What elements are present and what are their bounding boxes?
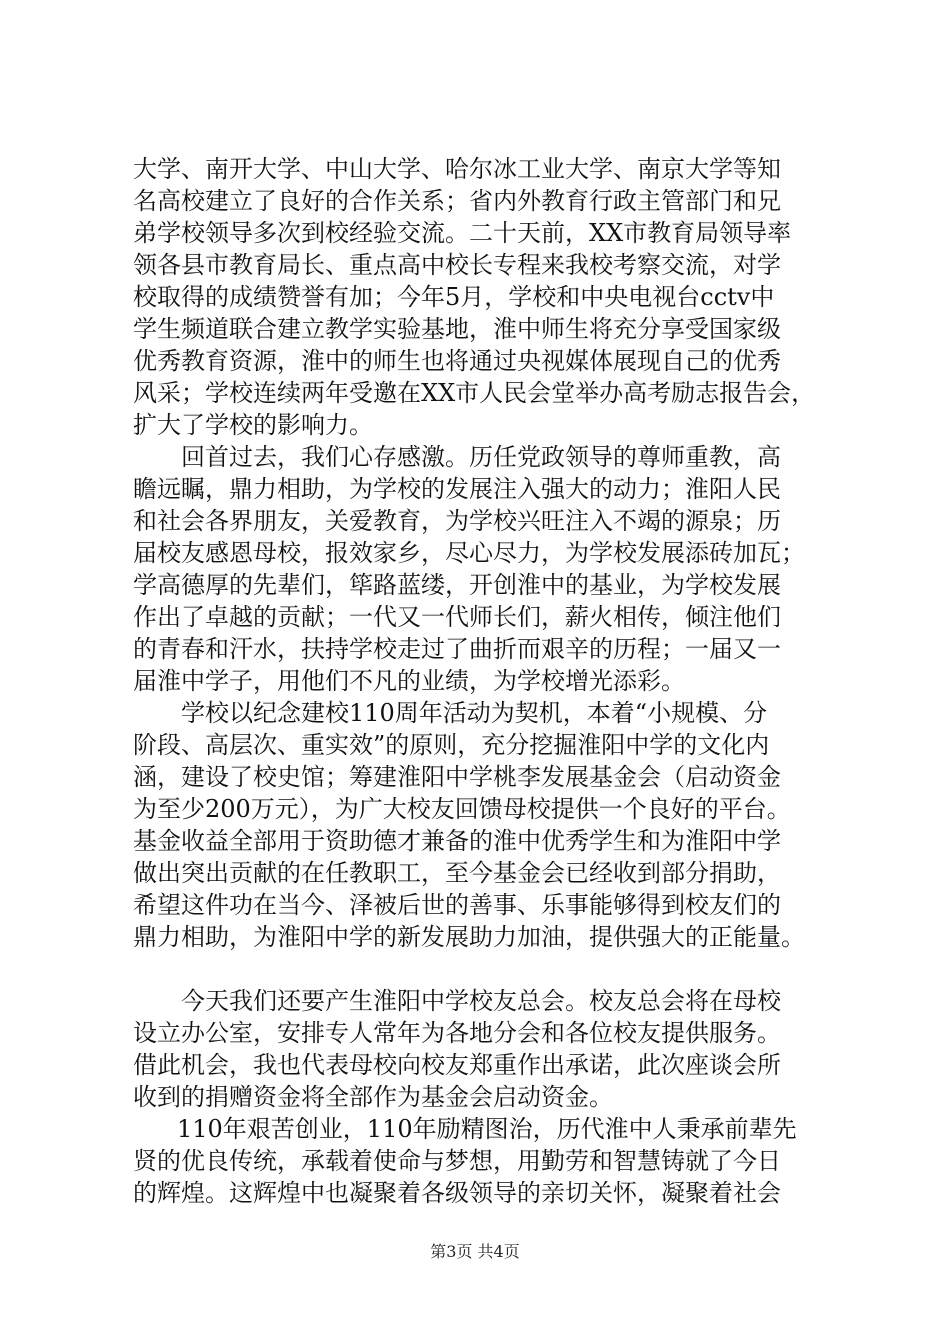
text-line: 的青春和汗水，扶持学校走过了曲折而艰辛的历程；一届又一 — [133, 635, 781, 663]
text-line: 学生频道联合建立教学实验基地，淮中师生将充分享受国家级 — [133, 315, 781, 343]
text-line: 瞻远瞩，鼎力相助，为学校的发展注入强大的动力；淮阳人民 — [133, 475, 781, 503]
text-line: 鼎力相助，为淮阳中学的新发展助力加油，提供强大的正能量。 — [133, 923, 805, 951]
text-line: 校取得的成绩赞誉有加；今年5月，学校和中央电视台cctv中 — [133, 283, 775, 311]
text-line: 的辉煌。这辉煌中也凝聚着各级领导的亲切关怀，凝聚着社会 — [133, 1179, 781, 1207]
text-line: 领各县市教育局长、重点高中校长专程来我校考察交流，对学 — [133, 251, 781, 279]
text-line: 作出了卓越的贡献；一代又一代师长们，薪火相传，倾注他们 — [133, 603, 781, 631]
paragraph-first-line: 回首过去，我们心存感激。历任党政领导的尊师重教，高 — [181, 443, 781, 471]
text-line: 大学、南开大学、中山大学、哈尔冰工业大学、南京大学等知 — [133, 155, 781, 183]
paragraph-first-line: 今天我们还要产生淮阳中学校友总会。校友总会将在母校 — [181, 987, 781, 1015]
paragraph-first-line: 110年艰苦创业，110年励精图治，历代淮中人秉承前辈先 — [177, 1115, 797, 1143]
text-line: 涵，建设了校史馆；筹建淮阳中学桃李发展基金会（启动资金 — [133, 763, 781, 791]
text-line: 基金收益全部用于资助德才兼备的淮中优秀学生和为淮阳中学 — [133, 827, 781, 855]
text-line: 届校友感恩母校，报效家乡，尽心尽力，为学校发展添砖加瓦； — [133, 539, 805, 567]
text-line: 学高德厚的先辈们，筚路蓝缕，开创淮中的基业，为学校发展 — [133, 571, 781, 599]
text-line: 届淮中学子，用他们不凡的业绩，为学校增光添彩。 — [133, 667, 685, 695]
text-line: 阶段、高层次、重实效”的原则，充分挖掘淮阳中学的文化内 — [133, 731, 770, 759]
text-line: 优秀教育资源，淮中的师生也将通过央视媒体展现自己的优秀 — [133, 347, 781, 375]
paragraph-first-line: 学校以纪念建校110周年活动为契机，本着“小规模、分 — [181, 699, 768, 727]
text-line: 希望这件功在当今、泽被后世的善事、乐事能够得到校友们的 — [133, 891, 781, 919]
text-line: 设立办公室，安排专人常年为各地分会和各位校友提供服务。 — [133, 1019, 781, 1047]
page-footer: 第3页 共4页 — [430, 1242, 520, 1261]
text-line: 收到的捐赠资金将全部作为基金会启动资金。 — [133, 1083, 613, 1111]
text-line: 名高校建立了良好的合作关系；省内外教育行政主管部门和兄 — [133, 187, 781, 215]
blank-line — [133, 953, 833, 985]
text-line: 借此机会，我也代表母校向校友郑重作出承诺，此次座谈会所 — [133, 1051, 781, 1079]
text-line: 扩大了学校的影响力。 — [133, 411, 373, 439]
document-body — [133, 153, 833, 1209]
text-line: 贤的优良传统，承载着使命与梦想，用勤劳和智慧铸就了今日 — [133, 1147, 781, 1175]
text-line: 为至少200万元），为广大校友回馈母校提供一个良好的平台。 — [133, 795, 791, 823]
text-line: 做出突出贡献的在任教职工，至今基金会已经收到部分捐助， — [133, 859, 781, 887]
text-line: 和社会各界朋友，关爱教育，为学校兴旺注入不竭的源泉；历 — [133, 507, 781, 535]
text-line: 风采；学校连续两年受邀在XX市人民会堂举办高考励志报告会， — [133, 379, 816, 407]
text-line: 弟学校领导多次到校经验交流。二十天前，XX市教育局领导率 — [133, 219, 792, 247]
